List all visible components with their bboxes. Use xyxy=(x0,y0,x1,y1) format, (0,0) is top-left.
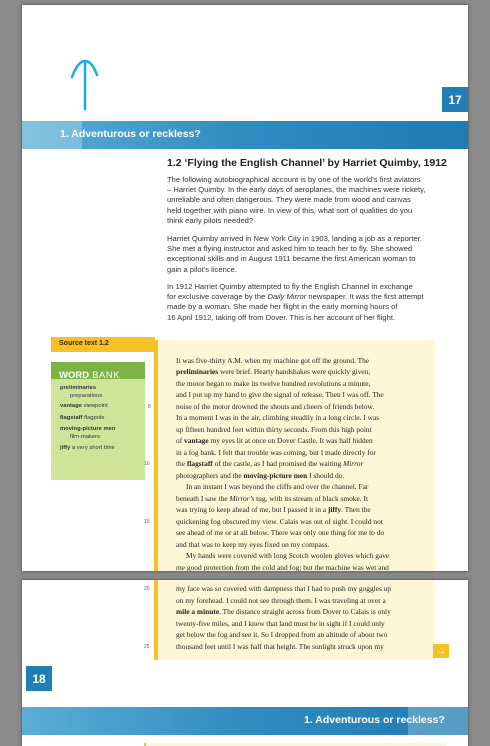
chapter-band xyxy=(22,121,468,149)
chapter-title: 1. Adventurous or reckless? xyxy=(60,128,201,140)
line-number: 5 xyxy=(148,404,151,410)
source-line: noise of the motor drowned the shouts and cheers of friends below. xyxy=(176,402,375,411)
source-text-label: Source text 1.2 xyxy=(51,337,155,352)
line-number: 10 xyxy=(144,461,150,467)
next-page-arrow-icon[interactable]: → xyxy=(433,644,449,658)
source-line: photographers and the moving-picture men I should do. xyxy=(176,471,345,480)
source-line: of vantage my eyes lit at once on Dover Castle. It was half hidden xyxy=(176,436,373,445)
intro-paragraph-1: The following autobiographical account is by one of the world’s first aviators – Harriet Quimby. In the early days of aeroplanes, the machines were rickety, unreliable and often dangerous. They were made from wood and canvas held together with piano wire. In view of this, what sort of qualities do you think early pilots needed? xyxy=(167,175,426,225)
word-bank-entry: flagstaff flagpole xyxy=(60,414,105,421)
chapter-title: 1. Adventurous or reckless? xyxy=(304,714,445,726)
intro-paragraph-3: In 1912 Harriet Quimby attempted to fly the English Channel in exchange for exclusive coverage by the Daily Mirror newspaper. It was the first attempt made by a woman. She made her flight in the early morning hours of 16 April 1912, taking off from Dover. This is her account of her flight. xyxy=(167,282,424,322)
source-line: up fifteen hundred feet within thirty seconds. From this high point xyxy=(176,425,372,434)
source-line: in a fog bank. I felt that trouble was coming, but I made directly for xyxy=(176,448,376,457)
page-17 xyxy=(22,5,468,571)
line-number: 20 xyxy=(144,586,150,592)
source-line: beneath I saw the Mirror’s tug, with its stream of black smoke. It xyxy=(176,494,368,503)
source-line: In a moment I was in the air, climbing steadily in a long circle. I was xyxy=(176,413,380,422)
word-bank-entry: moving-picture men film-makers xyxy=(60,426,116,440)
source-line: on my forehead. I could not see through them. I was traveling at over a xyxy=(176,596,386,605)
word-bank xyxy=(51,362,145,480)
word-bank-entry: vantage viewpoint xyxy=(60,403,108,409)
source-line: preliminaries were brief. Hearty handshakes were quickly given, xyxy=(176,367,371,376)
intro-paragraph-2: Harriet Quimby arrived in New York City in 1903, landing a job as a reporter. She met a flying instructor and asked him to teach her to fly. She showed exceptional skills and in August 1911 became the first American woman to gain a pilot’s licence. xyxy=(167,234,422,274)
source-text-continued xyxy=(144,580,435,660)
source-line: My hands were covered with long Scotch woolen gloves which gave xyxy=(186,551,390,560)
source-line: the flagstaff of the castle, as I had promised the waiting Mirror xyxy=(176,459,364,468)
page-18 xyxy=(22,580,468,746)
word-bank-title: WORD BANK xyxy=(51,362,145,379)
section-heading: 1.2 ‘Flying the English Channel’ by Harriet Quimby, 1912 xyxy=(167,157,447,169)
source-line: twenty-five miles, and I knew that land must be in sight if I could only xyxy=(176,619,385,628)
up-arrow-annotation-icon xyxy=(70,57,100,115)
source-text-box xyxy=(144,340,435,571)
source-line: me good protection from the cold and fog; but the machine was wet and xyxy=(176,563,389,571)
page-number: 17 xyxy=(442,87,468,112)
word-bank-entry: preliminaries preparations xyxy=(60,385,103,399)
page-number: 18 xyxy=(26,666,52,691)
word-bank-entry: jiffy a very short time xyxy=(60,445,115,451)
source-line: quickening fog obscured my view. Calais was out of sight. I could not xyxy=(176,517,383,526)
source-line: In an instant I was beyond the cliffs and over the channel. Far xyxy=(186,482,369,491)
chapter-band xyxy=(22,707,468,735)
source-line: my face was so covered with dampness that I had to push my goggles up xyxy=(176,584,392,593)
source-line: was trying to keep ahead of me, but I passed it in a jiffy. Then the xyxy=(176,505,371,514)
line-number: 15 xyxy=(144,519,150,525)
source-line: thousand feet until I was half that height. The sunlight struck upon my xyxy=(176,642,384,651)
source-line: and I put up my hand to give the signal of release. Then I was off. The xyxy=(176,390,384,399)
line-number: 25 xyxy=(144,644,150,650)
source-line: It was five-thirty A.M. when my machine got off the ground. The xyxy=(176,356,370,365)
source-line: and that was to keep my eyes fixed on my compass. xyxy=(176,540,330,549)
source-line: get below the fog and see it. So I dropped from an altitude of about two xyxy=(176,630,388,639)
source-line: mile a minute. The distance straight across from Dover to Calais is only xyxy=(176,607,391,616)
source-line: the motor began to make its twelve hundred revolutions a minute, xyxy=(176,379,371,388)
source-line: see ahead of me or at all below. There was only one thing for me to do xyxy=(176,528,385,537)
